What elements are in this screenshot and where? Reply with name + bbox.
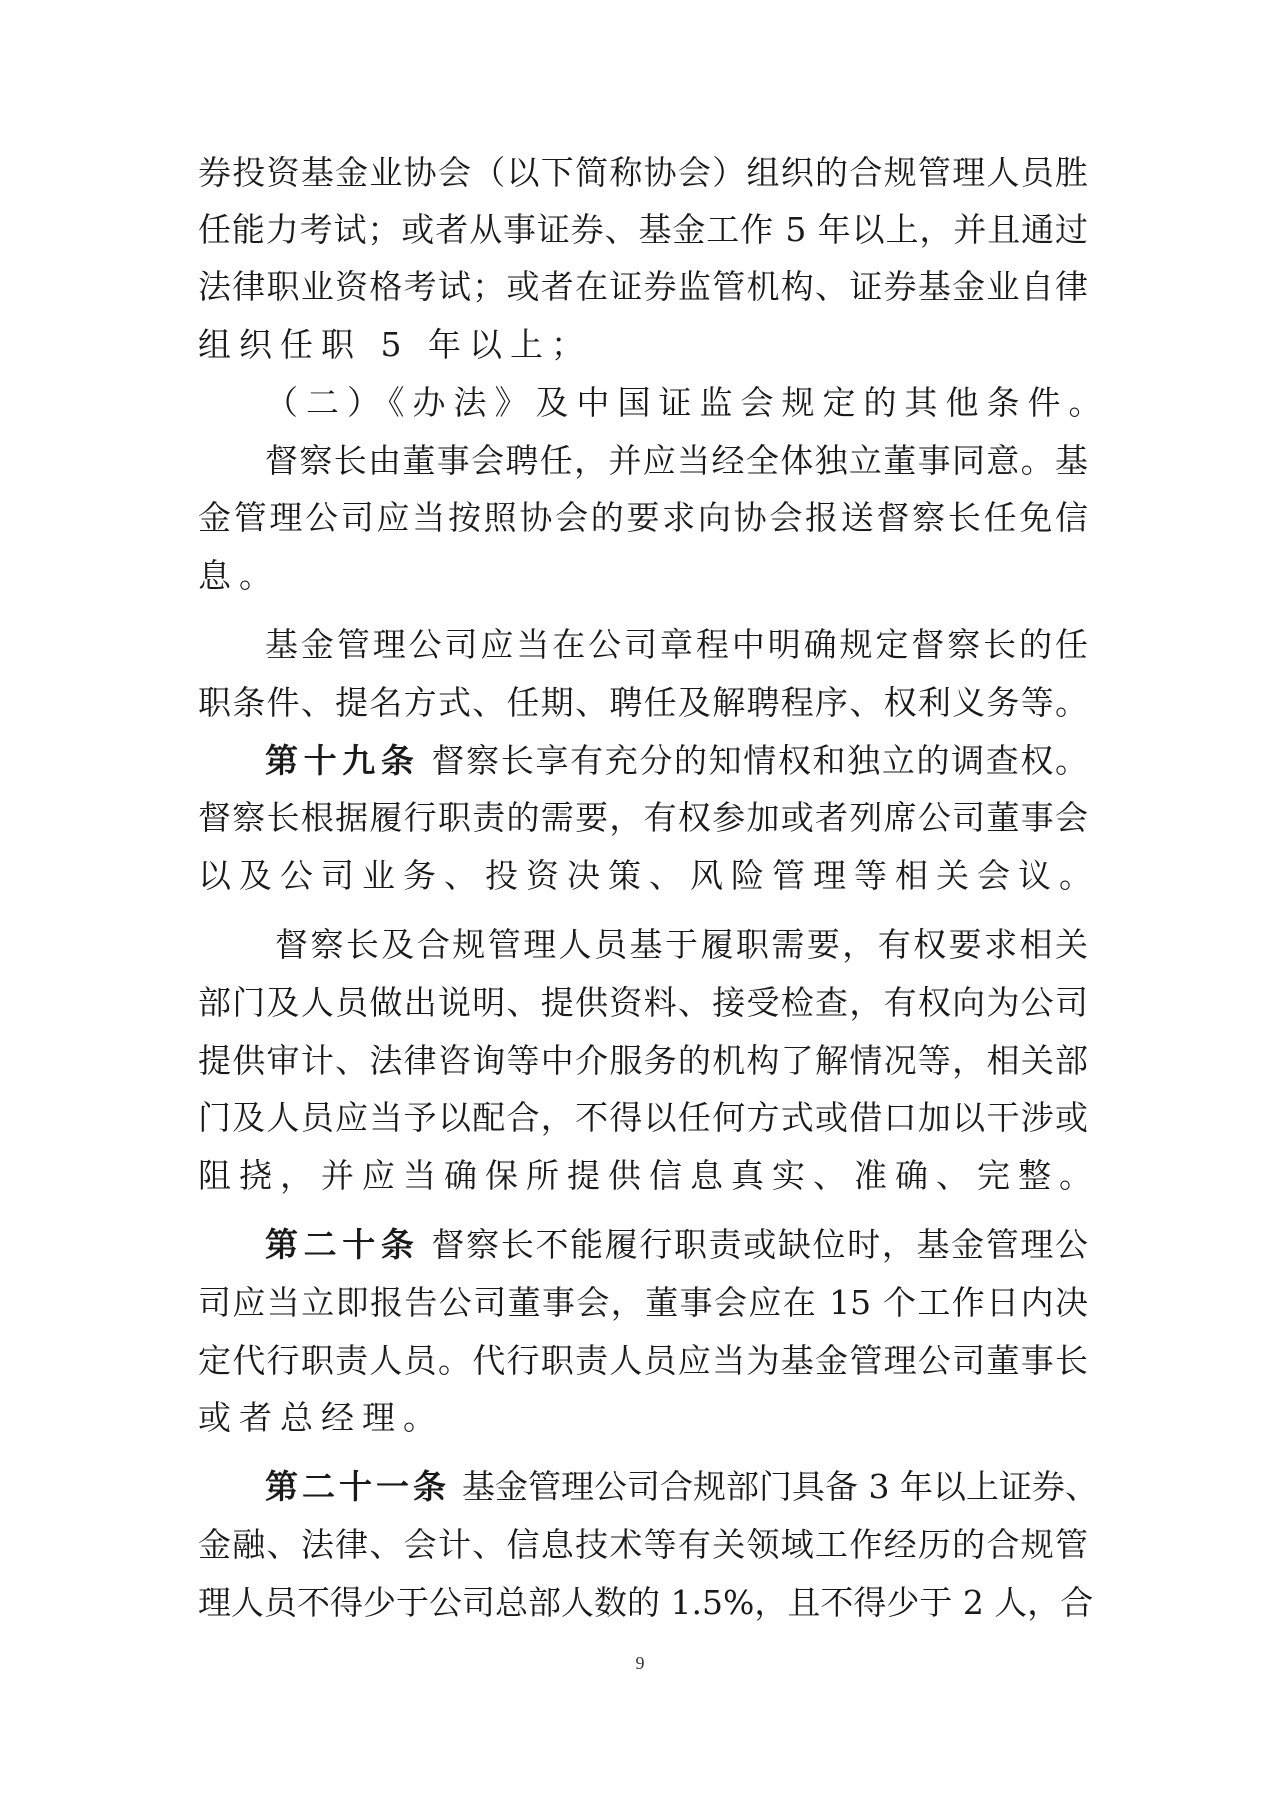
text-line-7: 金管理公司应当按照协会的要求向协会报送督察长任免信 [198,498,1088,537]
text-line-16: 提供审计、法律咨询等中介服务的机构了解情况等，相关部 [198,1041,1088,1080]
text-line-15: 部门及人员做出说明、提供资料、接受检查，有权向为公司 [198,983,1088,1022]
article-20-label: 第二十条 [265,1225,420,1264]
text-line-6: 督察长由董事会聘任，并应当经全体独立董事同意。基 [265,441,1088,480]
text-line-22: 或者总经理。 [198,1398,444,1437]
text-line-3: 法律职业资格考试；或者在证券监管机构、证券基金业自律 [198,267,1088,306]
text-line-1: 券投资基金业协会（以下简称协会）组织的合规管理人员胜 [198,153,1088,192]
text-line-25: 理人员不得少于公司总部人数的 1.5%，且不得少于 2 人，合 [198,1583,1094,1622]
text-line-4: 组织任职 5 年以上； [198,325,592,364]
text-line-5: （二）《办法》及中国证监会规定的其他条件。 [265,383,1110,422]
text-line-12: 督察长根据履行职责的需要，有权参加或者列席公司董事会 [198,798,1088,837]
text-line-8: 息。 [198,556,280,595]
text-line-2: 任能力考试；或者从事证券、基金工作 5 年以上，并且通过 [198,210,1088,249]
text-line-13: 以及公司业务、投资决策、风险管理等相关会议。 [198,856,1100,895]
article-19-label: 第十九条 [265,741,420,780]
article-21-label: 第二十一条 [265,1467,450,1506]
text-line-18: 阻挠，并应当确保所提供信息真实、准确、完整。 [198,1156,1100,1195]
article-21-heading-line [265,1467,1098,1507]
text-line-9: 基金管理公司应当在公司章程中明确规定督察长的任 [265,625,1088,664]
article-19-heading-line [265,741,1088,781]
text-line-21: 定代行职责人员。代行职责人员应当为基金管理公司董事长 [198,1341,1088,1380]
text-line-11: 督察长享有充分的知情权和独立的调查权。 [431,741,1089,780]
text-line-19: 督察长不能履行职责或缺位时，基金管理公 [431,1225,1089,1264]
text-line-20: 司应当立即报告公司董事会，董事会应在 15 个工作日内决 [198,1283,1088,1322]
article-20-heading-line [265,1225,1088,1265]
text-line-17: 门及人员应当予以配合，不得以任何方式或借口加以干涉或 [198,1098,1088,1137]
page-number: 9 [635,1653,645,1673]
text-line-10: 职条件、提名方式、任期、聘任及解聘程序、权利义务等。 [198,683,1088,722]
text-line-23: 基金管理公司合规部门具备 3 年以上证券、 [462,1467,1098,1506]
text-line-24: 金融、法律、会计、信息技术等有关领域工作经历的合规管 [198,1525,1088,1564]
text-line-14: 督察长及合规管理人员基于履职需要，有权要求相关 [275,925,1088,964]
